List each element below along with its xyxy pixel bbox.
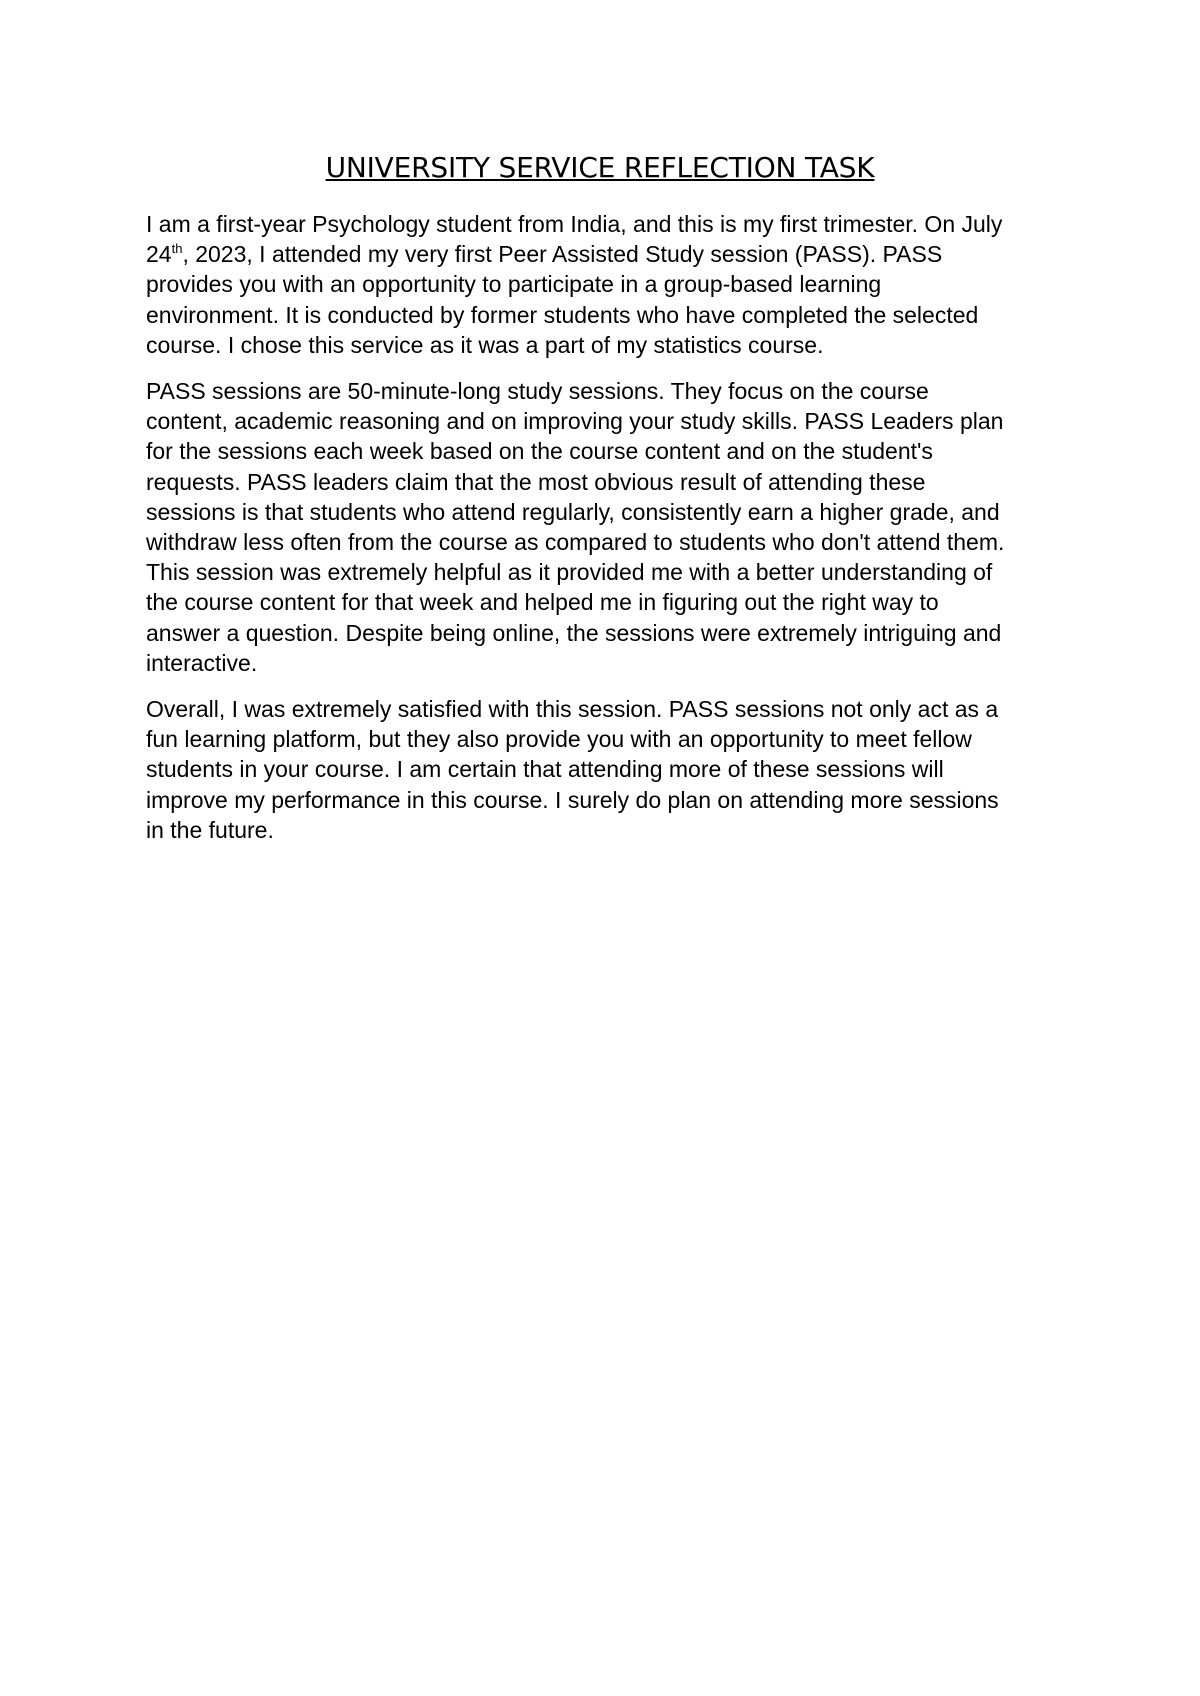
- document-body: [146, 209, 1058, 861]
- paragraph-line: students in your course. I am certain that attending more of these sessions will: [146, 756, 944, 783]
- paragraph-line: environment. It is conducted by former students who have completed the selected: [146, 301, 979, 328]
- paragraph-line: sessions is that students who attend regularly, consistently earn a higher grade, and: [146, 498, 1000, 525]
- paragraph-line: I am a first-year Psychology student from India, and this is my first trimester. On July: [146, 211, 1003, 237]
- paragraph-line: provides you with an opportunity to participate in a group-based learning: [146, 271, 882, 298]
- date-day: 24: [146, 241, 172, 268]
- ordinal-suffix: th: [171, 241, 183, 257]
- paragraph-line: [146, 239, 1058, 269]
- paragraph-2: [146, 376, 1058, 678]
- paragraph-line: answer a question. Despite being online, the sessions were extremely intriguing and: [146, 619, 1002, 646]
- paragraph-line: the course content for that week and helped me in figuring out the right way to: [146, 589, 939, 616]
- paragraph-line: improve my performance in this course. I surely do plan on attending more sessions: [146, 786, 999, 813]
- paragraph-line: for the sessions each week based on the course content and on the student's: [146, 438, 933, 465]
- paragraph-line: PASS sessions are 50-minute-long study sessions. They focus on the course: [146, 378, 929, 405]
- paragraph-line: Overall, I was extremely satisfied with this session. PASS sessions not only act as a: [146, 696, 999, 723]
- line-text: , 2023, I attended my very first Peer Assisted Study session (PASS). PASS: [182, 241, 943, 268]
- paragraph-line: content, academic reasoning and on improving your study skills. PASS Leaders plan: [146, 408, 1004, 435]
- paragraph-line: interactive.: [146, 649, 258, 676]
- paragraph-line: withdraw less often from the course as compared to students who don't attend them.: [146, 529, 1005, 556]
- paragraph-line: course. I chose this service as it was a part of my statistics course.: [146, 331, 824, 358]
- paragraph-line: This session was extremely helpful as it provided me with a better understanding of: [146, 559, 993, 586]
- paragraph-1: [146, 209, 1058, 360]
- paragraph-line: fun learning platform, but they also provide you with an opportunity to meet fellow: [146, 726, 972, 753]
- paragraph-line: in the future.: [146, 816, 274, 843]
- paragraph-3: [146, 694, 1058, 845]
- paragraph-line: requests. PASS leaders claim that the most obvious result of attending these: [146, 468, 926, 495]
- document-title: UNIVERSITY SERVICE REFLECTION TASK: [325, 151, 875, 184]
